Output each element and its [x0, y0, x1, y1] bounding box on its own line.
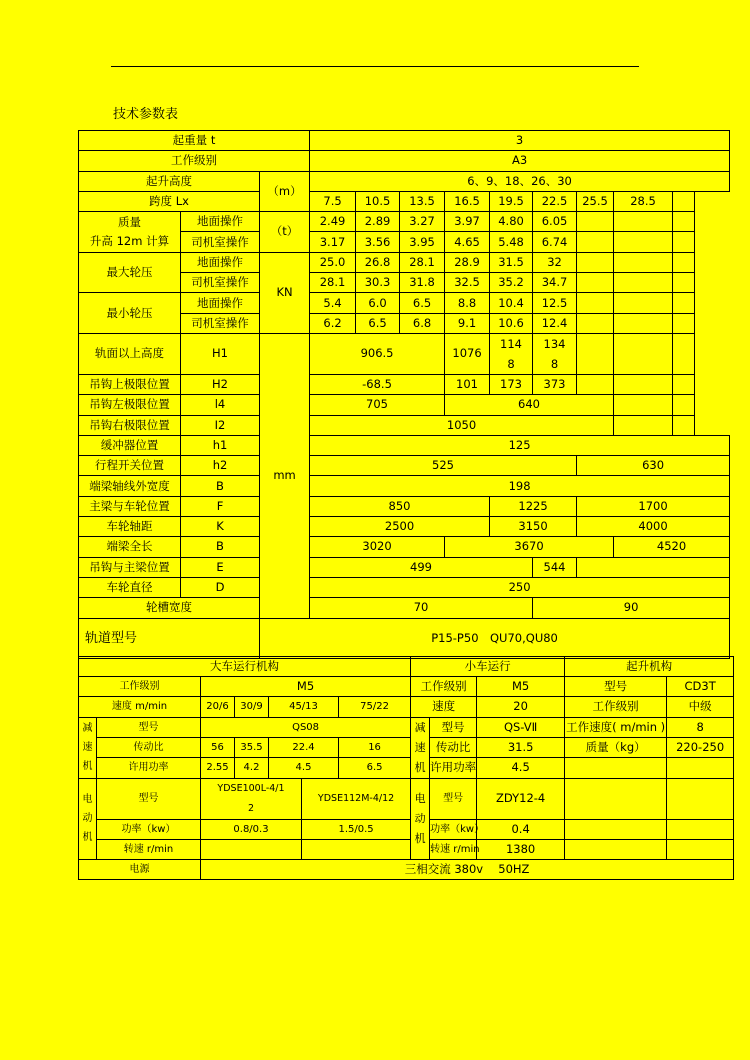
min-wheel-value: 10.4: [490, 293, 533, 313]
trolley-power-label: 功率（kw）: [430, 819, 477, 839]
max-wheel-value: 31.8: [400, 273, 445, 293]
max-wheel-label: 最大轮压: [79, 252, 181, 293]
travel-speed-label: 速度 m/min: [79, 697, 201, 717]
min-wheel-cabin-label: 司机室操作: [181, 313, 260, 333]
trolley-header: 小车运行: [411, 657, 565, 677]
empty-cell: [667, 778, 734, 819]
hook-top-v3: 173: [490, 374, 533, 394]
trolley-speed-value: 20: [477, 697, 565, 717]
motor-model-2: YDSE112M-4/12: [302, 778, 411, 819]
reducer-char: 速: [414, 740, 426, 754]
span-value: 13.5: [400, 191, 445, 211]
hook-left-label: 吊钩左极限位置: [79, 395, 181, 415]
allow-power-label: 许用功率: [97, 758, 201, 778]
wheel-base-label: 车轮轴距: [79, 517, 181, 537]
travel-duty-value: M5: [201, 677, 411, 697]
empty-cell: [614, 415, 673, 435]
hoist-model-label: 型号: [565, 677, 667, 697]
empty-cell: [577, 557, 730, 577]
wheel-base-v1: 2500: [310, 517, 490, 537]
empty-cell: [614, 252, 673, 272]
row-wheel-base: [79, 517, 730, 537]
min-wheel-value: 10.6: [490, 313, 533, 333]
motor-label: [79, 778, 97, 859]
hook-top-v4: 373: [533, 374, 577, 394]
empty-cell: [667, 839, 734, 859]
hook-top-label: 吊钩上极限位置: [79, 374, 181, 394]
row-wheel-diameter: [79, 577, 730, 597]
empty-cell: [565, 778, 667, 819]
duty-value: A3: [310, 151, 730, 171]
row-buffer: [79, 435, 730, 455]
hoist-speed-label: 工作速度( m/min ): [565, 717, 667, 737]
empty-cell: [673, 252, 695, 272]
span-value: 19.5: [490, 191, 533, 211]
hook-right-label: 吊钩右极限位置: [79, 415, 181, 435]
motor-char: 电: [82, 794, 93, 806]
max-wheel-value: 28.1: [310, 273, 356, 293]
empty-cell: [201, 839, 302, 859]
empty-cell: [614, 313, 673, 333]
motor-char: 电: [414, 791, 426, 805]
empty-cell: [614, 395, 673, 415]
allow-power-value: 4.2: [235, 758, 269, 778]
trolley-speed-label: 速度: [411, 697, 477, 717]
mass-value: 3.56: [356, 232, 400, 252]
end-beam-length-v1: 3020: [310, 537, 445, 557]
mechanism-table: [78, 656, 734, 880]
row-rail-type: [79, 618, 730, 658]
ratio-value: 22.4: [269, 737, 339, 757]
end-beam-outer-symbol: B: [181, 476, 260, 496]
trolley-duty-value: M5: [477, 677, 565, 697]
hook-main-beam-v1: 499: [310, 557, 533, 577]
reducer-model-label: 型号: [97, 717, 201, 737]
rail-height-v3-line1: 114: [500, 336, 522, 351]
hoist-duty-label: 工作级别: [565, 697, 667, 717]
min-wheel-ground-label: 地面操作: [181, 293, 260, 313]
rail-type-value: P15-P50 QU70,QU80: [260, 618, 730, 658]
allow-power-value: 6.5: [339, 758, 411, 778]
max-wheel-value: 35.2: [490, 273, 533, 293]
reducer-char: 减: [82, 723, 93, 735]
row-hook-top: [79, 374, 730, 394]
empty-cell: [577, 293, 614, 313]
row-motor-rpm: [79, 839, 734, 859]
row-motor-power: [79, 819, 734, 839]
empty-cell: [673, 374, 695, 394]
wheel-base-v2: 3150: [490, 517, 577, 537]
max-wheel-value: 28.9: [445, 252, 490, 272]
wheel-base-v3: 4000: [577, 517, 730, 537]
trolley-reducer-model-label: 型号: [430, 717, 477, 737]
empty-cell: [577, 273, 614, 293]
empty-cell: [577, 333, 614, 374]
travel-duty-label: 工作级别: [79, 677, 201, 697]
trolley-reducer-label: [411, 717, 430, 778]
trolley-ratio-value: 31.5: [477, 737, 565, 757]
travel-switch-label: 行程开关位置: [79, 456, 181, 476]
end-beam-length-v2: 3670: [445, 537, 614, 557]
empty-cell: [614, 293, 673, 313]
travel-switch-symbol: h2: [181, 456, 260, 476]
hook-right-symbol: I2: [181, 415, 260, 435]
row-rail-height: [79, 333, 730, 374]
max-wheel-cabin-label: 司机室操作: [181, 273, 260, 293]
mass-value: 4.65: [445, 232, 490, 252]
min-wheel-value: 9.1: [445, 313, 490, 333]
row-main-beam-wheel: [79, 496, 730, 516]
motor-power-value: 1.5/0.5: [302, 819, 411, 839]
min-wheel-value: 6.5: [356, 313, 400, 333]
hook-right-v1: 1050: [310, 415, 614, 435]
span-value: 7.5: [310, 191, 356, 211]
rail-height-v4-line1: 134: [543, 336, 566, 351]
duty-label: 工作级别: [79, 151, 310, 171]
hoist-model-value: CD3T: [667, 677, 734, 697]
max-wheel-value: 31.5: [490, 252, 533, 272]
buffer-v1: 125: [310, 435, 730, 455]
mass-value: 2.89: [356, 212, 400, 232]
row-hook-left: [79, 395, 730, 415]
trolley-motor-label: [411, 778, 430, 859]
trolley-motor-model-value: ZDY12-4: [477, 778, 565, 819]
travel-header: 大车运行机构: [79, 657, 411, 677]
span-value: 25.5: [577, 191, 614, 211]
row-mech-speed: [79, 697, 734, 717]
empty-cell: [565, 758, 667, 778]
hook-main-beam-label: 吊钩与主梁位置: [79, 557, 181, 577]
rail-type-label: 轨道型号: [79, 618, 260, 658]
trolley-power-value: 0.4: [477, 819, 565, 839]
mass-value: 3.17: [310, 232, 356, 252]
rail-height-symbol: H1: [181, 333, 260, 374]
max-wheel-value: 25.0: [310, 252, 356, 272]
row-height: [79, 171, 730, 191]
min-wheel-value: 6.0: [356, 293, 400, 313]
hook-main-beam-v2: 544: [533, 557, 577, 577]
travel-speed-value: 30/9: [235, 697, 269, 717]
buffer-label: 缓冲器位置: [79, 435, 181, 455]
max-wheel-ground-label: 地面操作: [181, 252, 260, 272]
hoist-header: 起升机构: [565, 657, 734, 677]
rail-height-label: 轨面以上高度: [79, 333, 181, 374]
empty-cell: [565, 819, 667, 839]
reducer-char: 减: [414, 720, 426, 734]
max-wheel-value: 26.8: [356, 252, 400, 272]
height-label: 起升高度: [79, 171, 260, 191]
min-wheel-value: 12.4: [533, 313, 577, 333]
empty-cell: [614, 374, 673, 394]
motor-char: 机: [82, 832, 93, 844]
allow-power-value: 4.5: [269, 758, 339, 778]
span-value: 22.5: [533, 191, 577, 211]
ratio-label: 传动比: [97, 737, 201, 757]
empty-cell: [673, 232, 695, 252]
ratio-value: 35.5: [235, 737, 269, 757]
trolley-allow-power-value: 4.5: [477, 758, 565, 778]
empty-cell: [614, 273, 673, 293]
mass-label: [79, 212, 181, 253]
trolley-reducer-model-value: QS-VⅡ: [477, 717, 565, 737]
row-max-wheel-ground: [79, 252, 730, 272]
reducer-char: 机: [82, 761, 93, 773]
motor-char: 动: [82, 813, 93, 825]
groove-width-v2: 90: [533, 598, 730, 618]
motor-model-1: [201, 778, 302, 819]
row-span: [79, 191, 730, 211]
motor-model-1-line1: YDSE100L-4/1: [217, 782, 285, 794]
hook-top-v2: 101: [445, 374, 490, 394]
rail-height-v3: [490, 333, 533, 374]
empty-cell: [302, 839, 411, 859]
empty-cell: [577, 252, 614, 272]
capacity-value: 3: [310, 131, 730, 151]
row-mech-duty: [79, 677, 734, 697]
mass-cabin-label: 司机室操作: [181, 232, 260, 252]
hook-main-beam-symbol: E: [181, 557, 260, 577]
max-wheel-value: 34.7: [533, 273, 577, 293]
mass-value: 3.97: [445, 212, 490, 232]
rail-height-v1: 906.5: [310, 333, 445, 374]
travel-switch-v1: 525: [310, 456, 577, 476]
main-beam-wheel-v3: 1700: [577, 496, 730, 516]
mass-label-2: 升高 12m 计算: [89, 233, 170, 248]
end-beam-outer-label: 端梁轴线外宽度: [79, 476, 181, 496]
span-value: 28.5: [614, 191, 673, 211]
max-wheel-value: 32.5: [445, 273, 490, 293]
hook-left-v2: 640: [445, 395, 614, 415]
motor-power-value: 0.8/0.3: [201, 819, 302, 839]
row-hook-main-beam: [79, 557, 730, 577]
min-wheel-value: 5.4: [310, 293, 356, 313]
trolley-motor-model-label: 型号: [430, 778, 477, 819]
capacity-label: 起重量 t: [79, 131, 310, 151]
row-capacity: [79, 131, 730, 151]
hook-left-v1: 705: [310, 395, 445, 415]
trolley-duty-label: 工作级别: [411, 677, 477, 697]
hook-top-v1: -68.5: [310, 374, 445, 394]
reducer-char: 速: [82, 742, 93, 754]
kn-unit: KN: [260, 252, 310, 333]
rail-height-v3-line2: 8: [507, 356, 515, 371]
empty-cell: [614, 333, 673, 374]
trolley-rpm-value: 1380: [477, 839, 565, 859]
travel-speed-value: 20/6: [201, 697, 235, 717]
travel-switch-v2: 630: [577, 456, 730, 476]
mm-unit: mm: [260, 333, 310, 618]
motor-char: 机: [414, 831, 426, 845]
ratio-value: 56: [201, 737, 235, 757]
mass-value: 5.48: [490, 232, 533, 252]
min-wheel-value: 6.8: [400, 313, 445, 333]
power-supply-label: 电源: [79, 859, 201, 879]
travel-speed-value: 45/13: [269, 697, 339, 717]
end-beam-outer-v1: 198: [310, 476, 730, 496]
groove-width-label: 轮槽宽度: [79, 598, 260, 618]
empty-cell: [673, 293, 695, 313]
main-beam-wheel-label: 主梁与车轮位置: [79, 496, 181, 516]
reducer-label: [79, 717, 97, 778]
allow-power-value: 2.55: [201, 758, 235, 778]
mass-value: 3.27: [400, 212, 445, 232]
mass-value: 2.49: [310, 212, 356, 232]
empty-cell: [614, 232, 673, 252]
empty-cell: [667, 758, 734, 778]
wheel-diameter-symbol: D: [181, 577, 260, 597]
empty-cell: [673, 395, 695, 415]
min-wheel-value: 12.5: [533, 293, 577, 313]
empty-cell: [667, 819, 734, 839]
end-beam-length-v3: 4520: [614, 537, 730, 557]
buffer-symbol: h1: [181, 435, 260, 455]
mass-ground-label: 地面操作: [181, 212, 260, 232]
travel-speed-value: 75/22: [339, 697, 411, 717]
motor-model-1-line2: 2: [247, 802, 255, 814]
min-wheel-label: 最小轮压: [79, 293, 181, 334]
end-beam-length-symbol: B: [181, 537, 260, 557]
trolley-ratio-label: 传动比: [430, 737, 477, 757]
row-reducer-model: [79, 717, 734, 737]
motor-rpm-label: 转速 r/min: [97, 839, 201, 859]
ratio-value: 16: [339, 737, 411, 757]
mass-value: 3.95: [400, 232, 445, 252]
empty-cell: [673, 212, 695, 232]
row-groove-width: [79, 598, 730, 618]
trolley-allow-power-label: 许用功率: [430, 758, 477, 778]
motor-power-label: 功率（kw）: [97, 819, 201, 839]
span-value: 10.5: [356, 191, 400, 211]
empty-cell: [673, 273, 695, 293]
empty-cell: [577, 212, 614, 232]
mass-value: 4.80: [490, 212, 533, 232]
empty-cell: [565, 839, 667, 859]
empty-cell: [673, 415, 695, 435]
motor-char: 动: [414, 811, 426, 825]
document-title: 技术参数表: [113, 107, 179, 122]
hoist-speed-value: 8: [667, 717, 734, 737]
row-mass-ground: [79, 212, 730, 232]
hook-left-symbol: l4: [181, 395, 260, 415]
empty-cell: [673, 313, 695, 333]
row-hook-right: [79, 415, 730, 435]
top-rule: [111, 66, 639, 67]
hoist-duty-value: 中级: [667, 697, 734, 717]
row-mech-headers: [79, 657, 734, 677]
empty-cell: [577, 232, 614, 252]
empty-cell: [577, 313, 614, 333]
main-beam-wheel-v1: 850: [310, 496, 490, 516]
max-wheel-value: 32: [533, 252, 577, 272]
row-travel-switch: [79, 456, 730, 476]
height-value: 6、9、18、26、30: [310, 171, 730, 191]
row-motor-model: [79, 778, 734, 819]
groove-width-v1: 70: [310, 598, 533, 618]
min-wheel-value: 6.5: [400, 293, 445, 313]
mass-label-1: 质量: [118, 214, 141, 229]
row-duty: [79, 151, 730, 171]
min-wheel-value: 8.8: [445, 293, 490, 313]
reducer-char: 机: [414, 760, 426, 774]
max-wheel-value: 30.3: [356, 273, 400, 293]
mass-unit: （t）: [260, 212, 310, 253]
hook-top-symbol: H2: [181, 374, 260, 394]
rail-height-v4: [533, 333, 577, 374]
wheel-diameter-label: 车轮直径: [79, 577, 181, 597]
height-unit: （m）: [260, 171, 310, 212]
empty-cell: [673, 333, 695, 374]
end-beam-length-label: 端梁全长: [79, 537, 181, 557]
trolley-rpm-label: 转速 r/min: [430, 839, 477, 859]
rail-height-v4-line2: 8: [550, 356, 559, 371]
hoist-mass-label: 质量（kg）: [565, 737, 667, 757]
power-supply-value: 三相交流 380v 50HZ: [201, 859, 734, 879]
row-reducer-power: [79, 758, 734, 778]
mass-value: 6.05: [533, 212, 577, 232]
min-wheel-value: 6.2: [310, 313, 356, 333]
spec-table: [78, 130, 730, 659]
rail-height-v2: 1076: [445, 333, 490, 374]
main-beam-wheel-v2: 1225: [490, 496, 577, 516]
max-wheel-value: 28.1: [400, 252, 445, 272]
row-min-wheel-ground: [79, 293, 730, 313]
span-value: 16.5: [445, 191, 490, 211]
row-end-beam-outer: [79, 476, 730, 496]
row-end-beam-length: [79, 537, 730, 557]
wheel-base-symbol: K: [181, 517, 260, 537]
span-label: 跨度 Lx: [79, 191, 260, 211]
main-beam-wheel-symbol: F: [181, 496, 260, 516]
row-power-supply: [79, 859, 734, 879]
reducer-model-value: QS08: [201, 717, 411, 737]
motor-model-label: 型号: [97, 778, 201, 819]
mass-value: 6.74: [533, 232, 577, 252]
hoist-mass-value: 220-250: [667, 737, 734, 757]
empty-cell: [673, 191, 695, 211]
empty-cell: [577, 374, 614, 394]
empty-cell: [614, 212, 673, 232]
wheel-diameter-v1: 250: [310, 577, 730, 597]
row-reducer-ratio: [79, 737, 734, 757]
